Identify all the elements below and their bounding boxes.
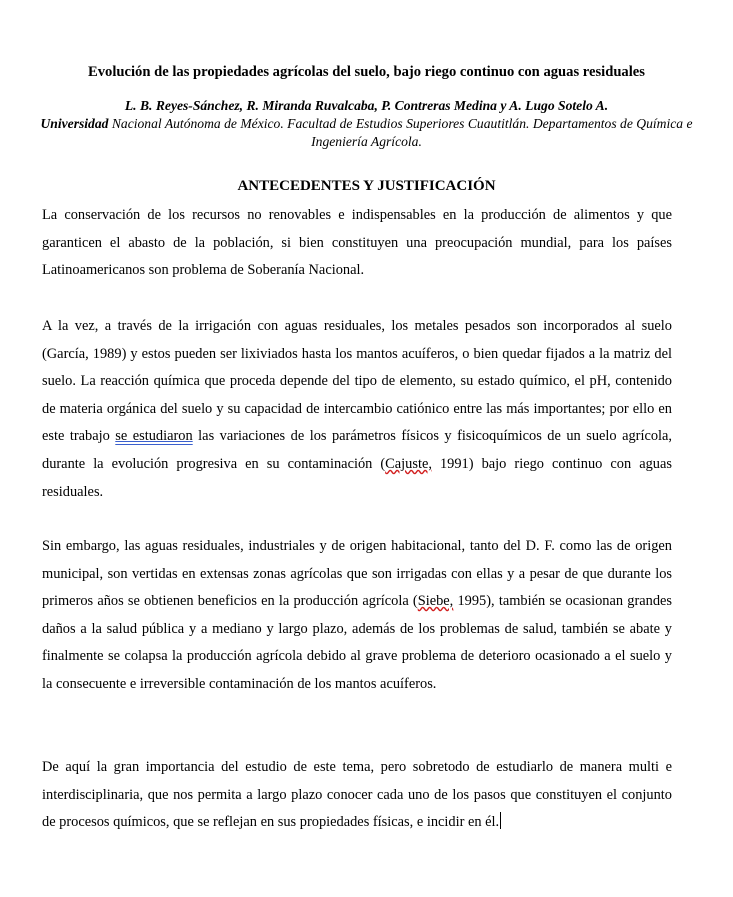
text-cursor xyxy=(500,812,501,829)
paragraph-2-text-b: las variaciones de los parámetros físicos y fisicoquímicos de un suelo agrícola, durante la evolución progresiva en su contaminación ( xyxy=(42,428,673,472)
paragraph-3-text-b: 1995), también se ocasionan grandes daños a la salud pública y a mediano y largo plazo, además de los problemas de salud, también se abate y finalmente se colapsa la producción agrícola debido al grave problema de deterioro ocasionado a el suelo y la consecuente e irreversible contaminación de los mantos acuíferos. xyxy=(42,593,673,692)
affiliation-university-word: Universidad xyxy=(40,116,109,131)
paragraph-4-text: De aquí la gran importancia del estudio de este tema, pero sobretodo de estudiarlo de manera multi e interdisciplinaria, que nos permita a largo plazo conocer cada uno de los pasos que constituyen el conjunto de procesos químicos, que se reflejan en sus propiedades físicas, e incidir en él. xyxy=(42,759,672,831)
paragraph-2-text-a: A la vez, a través de la irrigación con aguas residuales, los metales pesados son incorporados al suelo (García, 1989) y estos pueden ser lixiviados hasta los mantos acuíferos, o bien quedar fijados a la matriz del suelo. La reacción química que proceda depende del tipo de elemento, su estado químico, el pH, contenido de materia orgánica del suelo y su capacidad de intercambio catiónico entre las más importantes; por ello en este trabajo xyxy=(42,318,672,445)
document-title: Evolución de las propiedades agrícolas del suelo, bajo riego continuo con aguas residuales xyxy=(88,64,645,80)
paragraph-3 xyxy=(42,533,672,699)
paragraph-3-text-a: Sin embargo, las aguas residuales, industriales y de origen habitacional, tanto del D. F. como las de origen municipal, son vertidas en extensas zonas agrícolas que son irrigadas con ellas y a pesar de que durante los primeros años se obtienen beneficios en la producción agrícola ( xyxy=(42,538,672,610)
spelling-flagged-word[interactable]: Cajuste, xyxy=(385,455,432,472)
grammar-flagged-phrase[interactable]: se estudiaron xyxy=(115,428,193,445)
document-affiliation xyxy=(20,115,713,150)
document-authors: L. B. Reyes-Sánchez, R. Miranda Ruvalcaba, P. Contreras Medina y A. Lugo Sotelo A. xyxy=(124,98,609,113)
paragraph-2 xyxy=(42,313,672,506)
paragraph-2-text-c: 1991) bajo riego continuo con aguas residuales. xyxy=(42,455,672,500)
paragraph-1: La conservación de los recursos no renovables e indispensables en la producción de alimentos y que garanticen el abasto de la población, si bien constituyen una preocupación mundial, para los países Latinoamericanos son problema de Soberanía Nacional. xyxy=(42,207,672,279)
spelling-flagged-word[interactable]: Siebe, xyxy=(417,593,454,610)
section-heading: ANTECEDENTES Y JUSTIFICACIÓN xyxy=(237,178,496,194)
paragraph-4 xyxy=(42,754,672,837)
affiliation-text: Nacional Autónoma de México. Facultad de Estudios Superiores Cuautitlán. Departamentos de Química e Ingeniería Agrícola. xyxy=(108,116,693,149)
